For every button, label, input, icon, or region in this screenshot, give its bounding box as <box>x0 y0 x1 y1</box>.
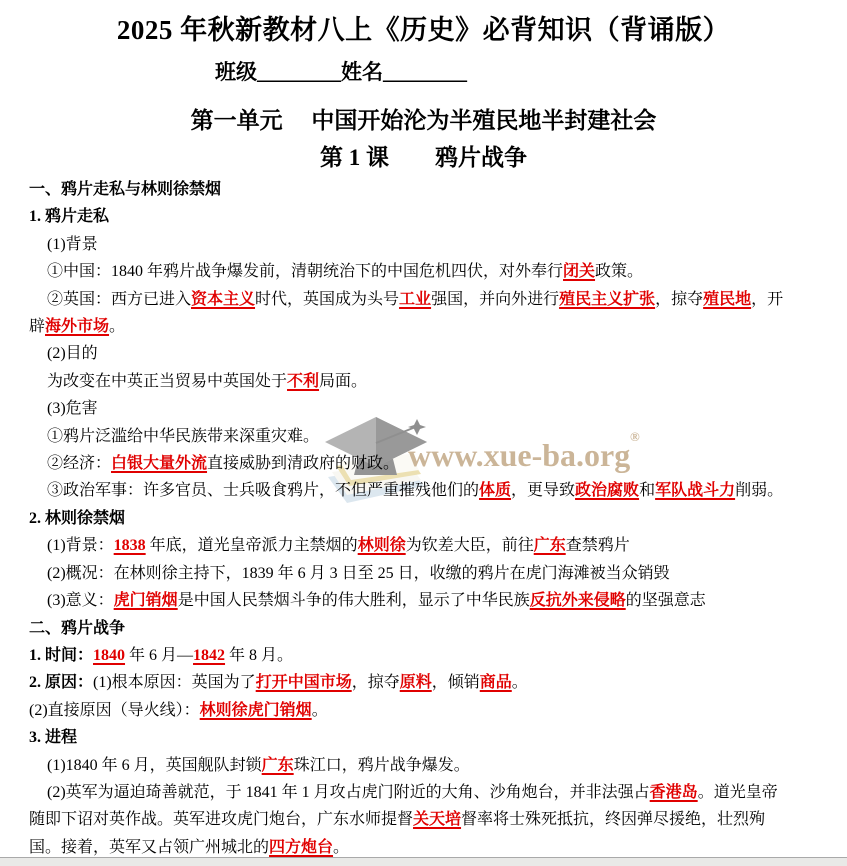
para-purpose <box>0 368 847 395</box>
highlighted-term: 原料 <box>399 674 432 692</box>
para-harm-politics <box>0 477 847 504</box>
para-process-2 <box>0 779 847 806</box>
unit-title: 第一单元 中国开始沦为半殖民地半封建社会 <box>190 108 657 133</box>
highlighted-term: 资本主义 <box>191 290 256 308</box>
highlighted-term: 殖民地 <box>703 290 752 308</box>
text-segment: (2)概况：在林则徐主持下，1839 年 6 月 3 日至 25 日，收缴的鸦片在虎门海滩被当众销毁 <box>47 564 670 582</box>
highlighted-term: 1838 <box>113 537 146 555</box>
text-segment: 查禁鸦片 <box>565 537 630 555</box>
para-war-time <box>0 642 847 669</box>
document-body <box>0 176 847 861</box>
text-segment: 随即下诏对英作战。英军进攻虎门炮台，广东水师提督 <box>29 811 414 829</box>
page-break-bar <box>0 857 847 866</box>
text-segment: 。道光皇帝 <box>697 783 778 801</box>
text-segment: ①中国：1840 年鸦片战争爆发前，清朝统治下的中国危机四伏，对外奉行 <box>47 263 564 281</box>
class-name-blanks: 班级________姓名________ <box>215 60 467 84</box>
registered-mark: ® <box>630 429 640 444</box>
section-heading-opium-smuggling <box>0 176 847 203</box>
text-segment: 为改变在中英正当贸易中英国处于 <box>47 372 288 390</box>
text-segment: (3)危害 <box>47 400 98 418</box>
highlighted-term: 白银大量外流 <box>111 455 208 473</box>
highlighted-term: 闭关 <box>563 263 596 281</box>
para-harm-nation <box>0 423 847 450</box>
text-segment: (3)意义： <box>47 592 114 610</box>
text-segment: 的坚强意志 <box>625 592 706 610</box>
para-britain-background-cont <box>0 313 847 340</box>
section-heading-opium-war <box>0 615 847 642</box>
text-segment: 1. 鸦片走私 <box>29 208 110 226</box>
text-segment: ②英国：西方已进入 <box>47 290 192 308</box>
text-segment: 局面。 <box>319 372 368 390</box>
text-segment: 辟 <box>29 318 46 336</box>
text-segment: ①鸦片泛滥给中华民族带来深重灾难。 <box>47 427 320 445</box>
highlighted-term: 政治腐败 <box>575 482 640 500</box>
text-segment: 二、鸦片战争 <box>29 619 126 637</box>
text-segment: 年 8 月。 <box>225 646 294 664</box>
highlighted-term: 不利 <box>287 372 320 390</box>
sub-heading-lin-zexu <box>0 505 847 532</box>
text-segment: ③政治军事：许多官员、士兵吸食鸦片，不但严重摧残他们的 <box>47 482 480 500</box>
label-background <box>0 231 847 258</box>
text-segment: 时代，英国成为头号 <box>255 290 400 308</box>
text-segment: ，掠夺 <box>351 674 400 692</box>
text-segment: 削弱。 <box>735 482 784 500</box>
text-segment: 强国，并向外进行 <box>431 290 560 308</box>
para-britain-background <box>0 286 847 313</box>
highlighted-term: 海外市场 <box>45 318 110 336</box>
text-segment: ，开 <box>751 290 784 308</box>
highlighted-term: 广东 <box>533 537 566 555</box>
text-segment: 为钦差大臣，前往 <box>405 537 534 555</box>
para-lin-overview <box>0 560 847 587</box>
text-segment: 2. 原因： <box>29 674 94 692</box>
text-segment: 是中国人民禁烟斗争的伟大胜利，显示了中华民族 <box>177 592 530 610</box>
highlighted-term: 工业 <box>399 290 432 308</box>
highlighted-term: 虎门销烟 <box>113 592 178 610</box>
para-china-background <box>0 258 847 285</box>
highlighted-term: 1842 <box>193 646 226 664</box>
text-segment: (1)根本原因：英国为了 <box>93 674 256 692</box>
highlighted-term: 军队战斗力 <box>655 482 736 500</box>
text-segment: 国。接着，英军又占领广州城北的 <box>29 838 270 856</box>
text-segment: 3. 进程 <box>29 729 78 747</box>
text-segment: ②经济： <box>47 455 112 473</box>
text-segment: 督率将士殊死抵抗，终因弹尽援绝，壮烈殉 <box>461 811 766 829</box>
text-segment: 年 6 月— <box>125 646 194 664</box>
label-purpose <box>0 340 847 367</box>
para-process-1 <box>0 752 847 779</box>
highlighted-term: 殖民主义扩张 <box>559 290 656 308</box>
text-segment: 。 <box>109 318 126 336</box>
text-segment: (2)直接原因（导火线）： <box>29 701 200 719</box>
text-segment: (1)背景： <box>47 537 114 555</box>
text-segment: ，倾销 <box>431 674 480 692</box>
text-segment: 1. 时间： <box>29 646 94 664</box>
para-harm-economy <box>0 450 847 477</box>
para-process-2-cont1 <box>0 806 847 833</box>
highlighted-term: 四方炮台 <box>269 838 334 856</box>
sub-heading-opium-smuggling <box>0 203 847 230</box>
text-segment: 政策。 <box>595 263 644 281</box>
text-segment: 一、鸦片走私与林则徐禁烟 <box>29 181 222 198</box>
text-segment: (2)目的 <box>47 345 98 363</box>
text-segment: 直接威胁到清政府的财政。 <box>207 455 400 473</box>
para-lin-significance <box>0 587 847 614</box>
text-segment: (1)1840 年 6 月，英国舰队封锁 <box>47 756 262 774</box>
text-segment: 珠江口，鸦片战争爆发。 <box>293 756 470 774</box>
highlighted-term: 打开中国市场 <box>255 674 352 692</box>
text-segment: ，更导致 <box>511 482 576 500</box>
document-title: 2025 年秋新教材八上《历史》必背知识（背诵版） <box>116 15 731 45</box>
highlighted-term: 广东 <box>261 756 294 774</box>
para-war-cause-direct <box>0 697 847 724</box>
text-segment: 和 <box>639 482 656 500</box>
highlighted-term: 关天培 <box>413 811 462 829</box>
highlighted-term: 1840 <box>93 646 126 664</box>
text-segment: ，掠夺 <box>655 290 704 308</box>
para-lin-background <box>0 532 847 559</box>
highlighted-term: 商品 <box>479 674 512 692</box>
watermark-text: www.xue-ba.org <box>408 437 631 473</box>
para-war-cause-root <box>0 669 847 696</box>
lesson-title: 第 1 课 鸦片战争 <box>320 145 527 170</box>
text-segment: 年底，道光皇帝派力主禁烟的 <box>145 537 358 555</box>
highlighted-term: 反抗外来侵略 <box>529 592 626 610</box>
highlighted-term: 香港岛 <box>649 783 698 801</box>
highlighted-term: 林则徐 <box>357 537 406 555</box>
text-segment: 。 <box>333 838 350 856</box>
text-segment: (2)英军为逼迫琦善就范，于 1841 年 1 月攻占虎门附近的大角、沙角炮台，并非法强占 <box>47 783 650 801</box>
highlighted-term: 林则徐虎门销烟 <box>199 701 312 719</box>
text-segment: 。 <box>311 701 328 719</box>
label-harm <box>0 395 847 422</box>
text-segment: 。 <box>511 674 528 692</box>
sub-heading-process <box>0 724 847 751</box>
text-segment: (1)背景 <box>47 235 98 253</box>
highlighted-term: 体质 <box>479 482 512 500</box>
text-segment: 2. 林则徐禁烟 <box>29 509 126 527</box>
